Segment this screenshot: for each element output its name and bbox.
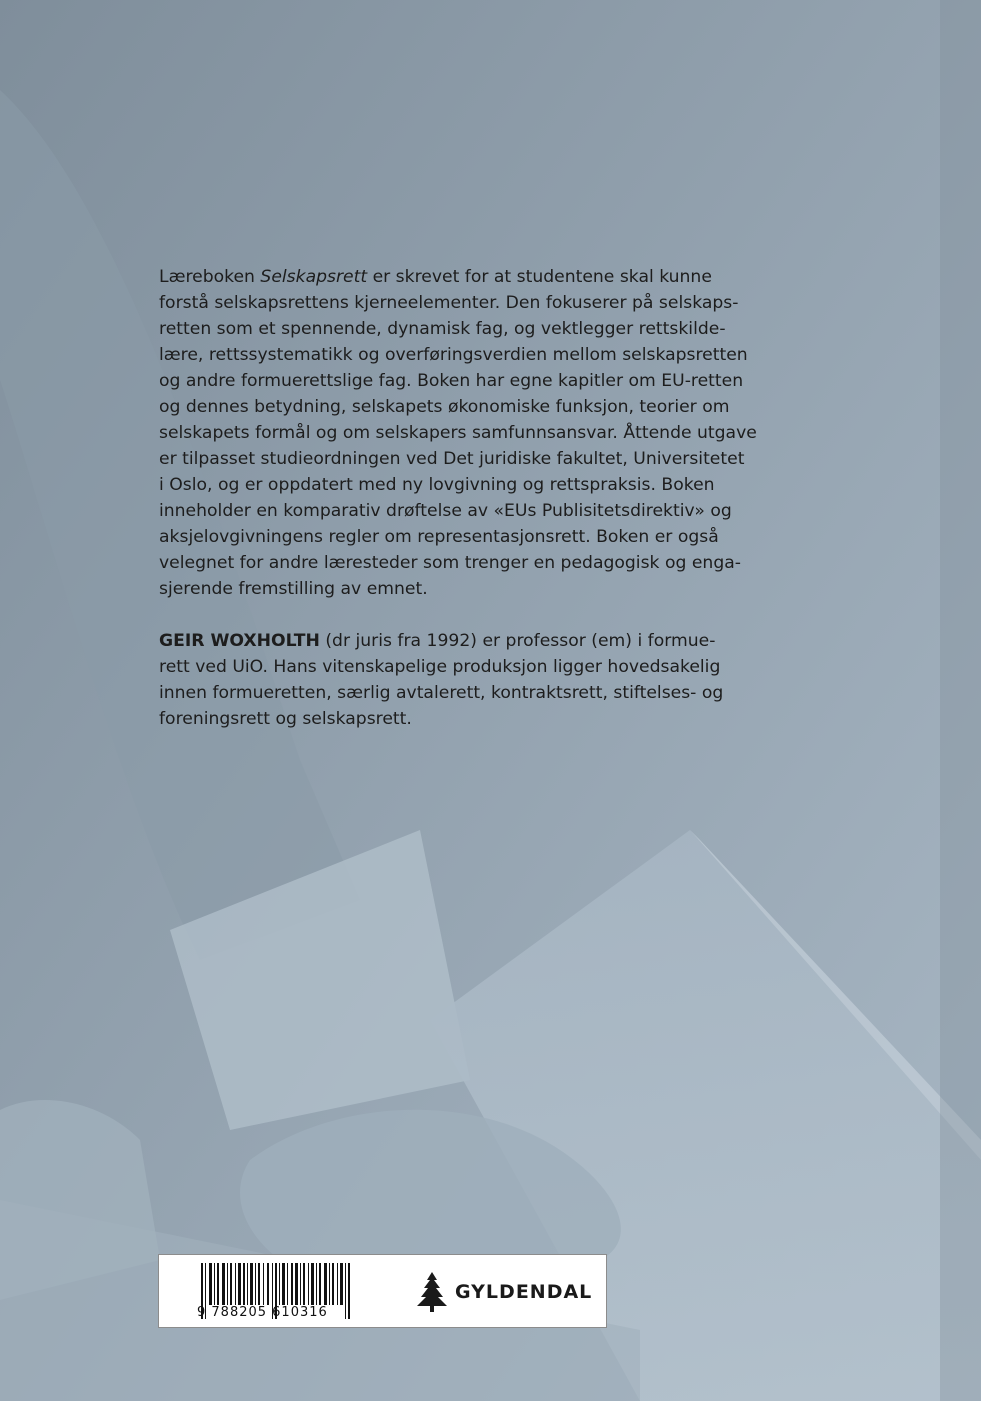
author-bio-line: foreningsrett og selskapsrett. — [159, 709, 412, 729]
blurb-text — [159, 264, 799, 602]
author-bio-line: innen formueretten, særlig avtalerett, kontraktsrett, stiftelses- og — [159, 683, 724, 703]
tree-icon — [415, 1272, 449, 1312]
blurb-line: og andre formuerettslige fag. Boken har egne kapitler om EU-retten — [159, 371, 744, 391]
blurb-line: velegnet for andre læresteder som trenger en pedagogisk og enga- — [159, 553, 741, 573]
author-bio-line — [159, 628, 799, 654]
blurb-line: sjerende fremstilling av emnet. — [159, 579, 428, 599]
publisher-logo — [415, 1269, 592, 1315]
isbn-number: 9 788205 610316 — [197, 1305, 328, 1320]
blurb-line: og dennes betydning, selskapets økonomiske funksjon, teorier om — [159, 397, 730, 417]
author-bio-line: rett ved UiO. Hans vitenskapelige produksjon ligger hovedsakelig — [159, 657, 721, 677]
author-name: GEIR WOXHOLTH — [159, 631, 320, 651]
barcode-publisher-panel — [158, 1254, 607, 1328]
blurb-line: aksjelovgivningens regler om representasjonsrett. Boken er også — [159, 527, 719, 547]
blurb-line: er tilpasset studieordningen ved Det juridiske fakultet, Universitetet — [159, 449, 745, 469]
blurb-line: forstå selskapsrettens kjerneelementer. Den fokuserer på selskaps- — [159, 293, 739, 313]
blurb-line: i Oslo, og er oppdatert med ny lovgivning og rettspraksis. Boken — [159, 475, 715, 495]
publisher-name: GYLDENDAL — [455, 1281, 593, 1303]
blurb-line — [159, 264, 799, 290]
blurb-line: retten som et spennende, dynamisk fag, og vektlegger rettskilde- — [159, 319, 726, 339]
blurb-line: lære, rettssystematikk og overføringsverdien mellom selskapsretten — [159, 345, 748, 365]
blurb-line-end: er skrevet for at studentene skal kunne — [367, 267, 712, 287]
blurb-line-start: Læreboken — [159, 267, 261, 287]
author-bio — [159, 628, 799, 732]
blurb-line: inneholder en komparativ drøftelse av «EUs Publisitetsdirektiv» og — [159, 501, 732, 521]
blurb-line: selskapets formål og om selskapers samfunnsansvar. Åttende utgave — [159, 423, 757, 443]
book-title-italic: Selskapsrett — [260, 267, 368, 287]
author-bio-first-line: (dr juris fra 1992) er professor (em) i formue- — [319, 631, 716, 651]
